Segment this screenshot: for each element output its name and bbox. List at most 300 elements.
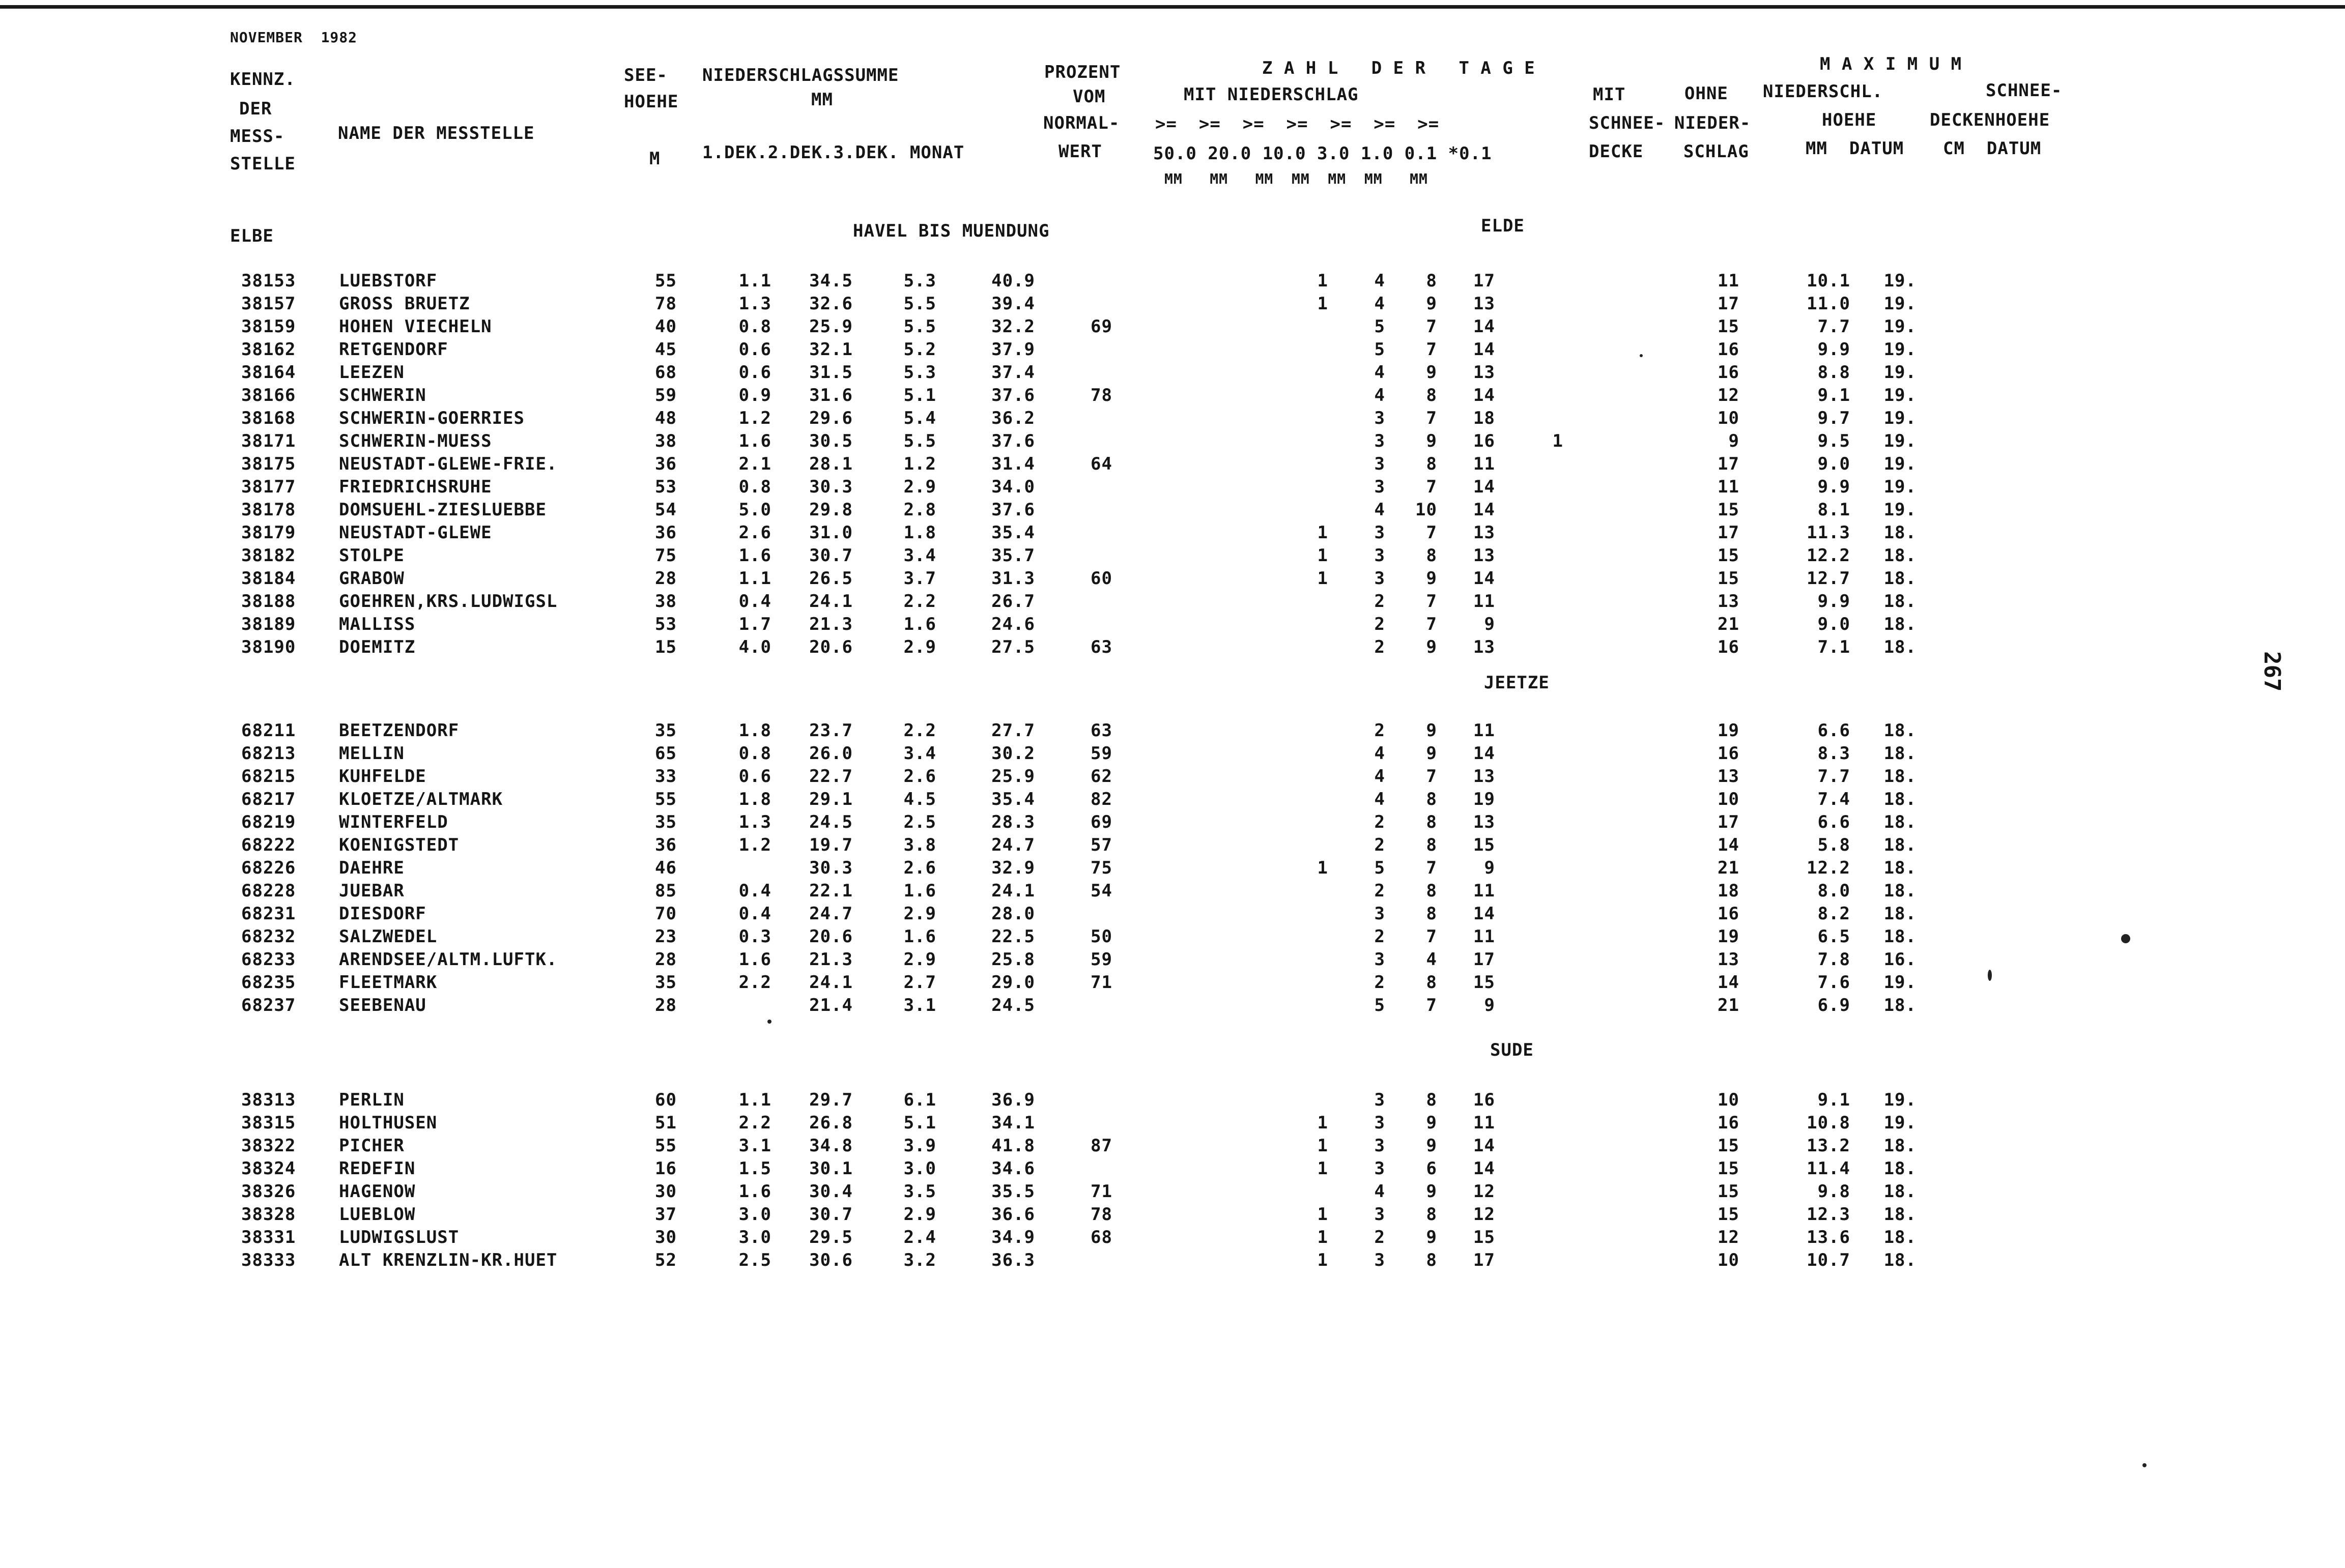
cell-d3: 5.3 xyxy=(903,362,936,383)
cell-mon: 25.9 xyxy=(991,766,1035,787)
cell-m: 36 xyxy=(655,454,677,474)
cell-ohne: 13 xyxy=(1718,949,1739,970)
cell-t1: 17 xyxy=(1473,1250,1495,1270)
cell-t3: 7 xyxy=(1426,926,1437,947)
cell-m: 36 xyxy=(655,522,677,543)
cell-ohne: 15 xyxy=(1718,500,1739,520)
cell-d3: 5.2 xyxy=(903,339,936,360)
cell-ohne: 19 xyxy=(1718,926,1739,947)
cell-m: 38 xyxy=(655,591,677,612)
cell-mm: 9.9 xyxy=(1817,339,1850,360)
cell-t1: 14 xyxy=(1473,1158,1495,1179)
cell-t3: 9 xyxy=(1426,294,1437,314)
cell-dat: 18. xyxy=(1883,591,1917,612)
cell-t10: 3 xyxy=(1374,545,1385,566)
cell-id: 38171 xyxy=(241,431,296,451)
cell-t3: 7 xyxy=(1426,995,1437,1015)
cell-d2: 29.6 xyxy=(809,408,853,428)
cell-ohne: 17 xyxy=(1718,454,1739,474)
cell-t10: 5 xyxy=(1374,995,1385,1015)
cell-m: 35 xyxy=(655,812,677,832)
cell-t3: 10 xyxy=(1415,500,1437,520)
cell-m: 60 xyxy=(655,1090,677,1110)
cell-name: NEUSTADT-GLEWE xyxy=(339,522,492,543)
cell-ohne: 16 xyxy=(1718,743,1739,764)
cell-d2: 31.6 xyxy=(809,385,853,405)
cell-id: 38328 xyxy=(241,1204,296,1225)
cell-t10: 3 xyxy=(1374,904,1385,924)
cell-t10: 2 xyxy=(1374,614,1385,634)
cell-d1: 0.9 xyxy=(738,385,771,405)
cell-id: 38168 xyxy=(241,408,296,428)
cell-d2: 24.1 xyxy=(809,591,853,612)
cell-t1: 18 xyxy=(1473,408,1495,428)
cell-t10: 2 xyxy=(1374,835,1385,855)
cell-d3: 3.5 xyxy=(903,1181,936,1202)
cell-name: NEUSTADT-GLEWE-FRIE. xyxy=(339,454,558,474)
cell-pct: 54 xyxy=(1091,881,1112,901)
cell-name: JUEBAR xyxy=(339,881,405,901)
cell-dat: 19. xyxy=(1883,500,1917,520)
cell-d2: 29.8 xyxy=(809,500,853,520)
cell-t3: 6 xyxy=(1426,1158,1437,1179)
cell-t10: 4 xyxy=(1374,385,1385,405)
header-kennz-3: MESS- xyxy=(230,126,285,147)
cell-mon: 35.5 xyxy=(991,1181,1035,1202)
cell-d2: 19.7 xyxy=(809,835,853,855)
section-title-havel: HAVEL BIS MUENDUNG xyxy=(853,221,1050,241)
cell-t3: 7 xyxy=(1426,591,1437,612)
cell-mon: 34.6 xyxy=(991,1158,1035,1179)
cell-pct: 71 xyxy=(1091,1181,1112,1202)
scan-speck xyxy=(1988,970,1992,981)
cell-name: WINTERFELD xyxy=(339,812,448,832)
cell-mon: 31.3 xyxy=(991,568,1035,589)
cell-m: 52 xyxy=(655,1250,677,1270)
header-maxn-3: MM DATUM xyxy=(1806,138,1904,159)
cell-t1: 11 xyxy=(1473,926,1495,947)
cell-mm: 8.3 xyxy=(1817,743,1850,764)
cell-ohne: 15 xyxy=(1718,545,1739,566)
header-mit-1: MIT xyxy=(1593,84,1626,105)
cell-m: 38 xyxy=(655,431,677,451)
cell-mm: 11.0 xyxy=(1807,294,1850,314)
cell-d2: 24.1 xyxy=(809,972,853,993)
cell-id: 38162 xyxy=(241,339,296,360)
cell-mon: 26.7 xyxy=(991,591,1035,612)
cell-mon: 40.9 xyxy=(991,271,1035,291)
cell-ohne: 12 xyxy=(1718,1227,1739,1247)
cell-m: 28 xyxy=(655,949,677,970)
cell-mm: 11.4 xyxy=(1807,1158,1850,1179)
cell-t3: 9 xyxy=(1426,637,1437,657)
cell-mon: 37.6 xyxy=(991,500,1035,520)
cell-t10: 5 xyxy=(1374,339,1385,360)
cell-m: 55 xyxy=(655,1136,677,1156)
scan-speck xyxy=(767,1020,771,1024)
report-month: NOVEMBER 1982 xyxy=(230,29,358,46)
cell-id: 68231 xyxy=(241,904,296,924)
cell-t3: 9 xyxy=(1426,1181,1437,1202)
cell-mm: 13.6 xyxy=(1807,1227,1850,1247)
cell-mon: 29.0 xyxy=(991,972,1035,993)
cell-id: 38190 xyxy=(241,637,296,657)
cell-t10: 4 xyxy=(1374,500,1385,520)
cell-name: FLEETMARK xyxy=(339,972,438,993)
cell-t3: 7 xyxy=(1426,316,1437,337)
cell-pct: 75 xyxy=(1091,858,1112,878)
header-maxs-2: DECKENHOEHE xyxy=(1930,110,2050,130)
cell-name: DOEMITZ xyxy=(339,637,416,657)
cell-d2: 24.7 xyxy=(809,904,853,924)
cell-t1: 11 xyxy=(1473,881,1495,901)
cell-d3: 2.4 xyxy=(903,1227,936,1247)
cell-dat: 19. xyxy=(1883,339,1917,360)
scan-speck xyxy=(2121,934,2130,943)
cell-m: 37 xyxy=(655,1204,677,1225)
cell-t10: 3 xyxy=(1374,1204,1385,1225)
cell-mm: 12.3 xyxy=(1807,1204,1850,1225)
cell-t1: 11 xyxy=(1473,591,1495,612)
cell-id: 38313 xyxy=(241,1090,296,1110)
cell-ohne: 16 xyxy=(1718,637,1739,657)
cell-d2: 32.1 xyxy=(809,339,853,360)
cell-dat: 18. xyxy=(1883,720,1917,741)
cell-id: 38324 xyxy=(241,1158,296,1179)
cell-d2: 30.5 xyxy=(809,431,853,451)
cell-ohne: 15 xyxy=(1718,1204,1739,1225)
cell-mon: 32.2 xyxy=(991,316,1035,337)
cell-mon: 25.8 xyxy=(991,949,1035,970)
cell-t3: 7 xyxy=(1426,858,1437,878)
cell-d1: 1.2 xyxy=(738,408,771,428)
cell-d3: 5.3 xyxy=(903,271,936,291)
cell-t3: 7 xyxy=(1426,408,1437,428)
cell-t3: 9 xyxy=(1426,1113,1437,1133)
cell-id: 68219 xyxy=(241,812,296,832)
cell-d1: 3.1 xyxy=(738,1136,771,1156)
cell-t1: 14 xyxy=(1473,316,1495,337)
cell-m: 70 xyxy=(655,904,677,924)
river-label: ELBE xyxy=(230,226,274,246)
cell-dat: 18. xyxy=(1883,789,1917,809)
cell-name: KUHFELDE xyxy=(339,766,426,787)
cell-name: REDEFIN xyxy=(339,1158,416,1179)
cell-d3: 1.8 xyxy=(903,522,936,543)
cell-ohne: 10 xyxy=(1718,408,1739,428)
cell-t1: 13 xyxy=(1473,294,1495,314)
cell-pct: 64 xyxy=(1091,454,1112,474)
cell-d1: 0.6 xyxy=(738,766,771,787)
cell-ohne: 12 xyxy=(1718,385,1739,405)
header-dekaden: 1.DEK.2.DEK.3.DEK. MONAT xyxy=(702,142,965,163)
cell-name: BEETZENDORF xyxy=(339,720,460,741)
cell-mm: 8.2 xyxy=(1817,904,1850,924)
cell-mon: 39.4 xyxy=(991,294,1035,314)
cell-m: 28 xyxy=(655,995,677,1015)
cell-t1: 16 xyxy=(1473,1090,1495,1110)
cell-ohne: 21 xyxy=(1718,858,1739,878)
cell-ohne: 21 xyxy=(1718,995,1739,1015)
cell-id: 38184 xyxy=(241,568,296,589)
cell-mm: 13.2 xyxy=(1807,1136,1850,1156)
cell-dat: 18. xyxy=(1883,858,1917,878)
cell-ohne: 10 xyxy=(1718,1250,1739,1270)
cell-t3: 8 xyxy=(1426,454,1437,474)
cell-name: RETGENDORF xyxy=(339,339,448,360)
cell-dat: 18. xyxy=(1883,926,1917,947)
cell-mm: 11.3 xyxy=(1807,522,1850,543)
cell-m: 55 xyxy=(655,789,677,809)
cell-id: 38175 xyxy=(241,454,296,474)
cell-ohne: 13 xyxy=(1718,591,1739,612)
cell-ohne: 16 xyxy=(1718,1113,1739,1133)
cell-d3: 2.6 xyxy=(903,858,936,878)
cell-name: STOLPE xyxy=(339,545,405,566)
cell-d2: 20.6 xyxy=(809,926,853,947)
header-maxs-3: CM DATUM xyxy=(1943,138,2042,159)
cell-t3: 8 xyxy=(1426,1204,1437,1225)
cell-ohne: 19 xyxy=(1718,720,1739,741)
cell-ohne: 11 xyxy=(1718,477,1739,497)
cell-id: 38326 xyxy=(241,1181,296,1202)
cell-m: 65 xyxy=(655,743,677,764)
cell-name: KOENIGSTEDT xyxy=(339,835,460,855)
cell-t10: 3 xyxy=(1374,431,1385,451)
cell-name: DAEHRE xyxy=(339,858,405,878)
scan-speck xyxy=(1640,354,1643,357)
cell-t3: 9 xyxy=(1426,568,1437,589)
cell-mm: 7.6 xyxy=(1817,972,1850,993)
cell-t1: 14 xyxy=(1473,385,1495,405)
cell-mon: 37.9 xyxy=(991,339,1035,360)
cell-id: 38188 xyxy=(241,591,296,612)
cell-d3: 6.1 xyxy=(903,1090,936,1110)
cell-t10: 3 xyxy=(1374,949,1385,970)
cell-name: MALLISS xyxy=(339,614,416,634)
cell-mm: 9.1 xyxy=(1817,1090,1850,1110)
cell-d1: 1.1 xyxy=(738,271,771,291)
cell-d3: 2.9 xyxy=(903,1204,936,1225)
cell-m: 36 xyxy=(655,835,677,855)
header-maxn-2: HOEHE xyxy=(1822,110,1877,130)
header-kennz-1: KENNZ. xyxy=(230,69,296,90)
cell-name: FRIEDRICHSRUHE xyxy=(339,477,492,497)
cell-mm: 10.1 xyxy=(1807,271,1850,291)
cell-t1: 14 xyxy=(1473,477,1495,497)
cell-id: 68213 xyxy=(241,743,296,764)
cell-t20: 1 xyxy=(1317,545,1328,566)
header-name-label: NAME DER MESSTELLE xyxy=(338,123,535,143)
cell-mon: 37.4 xyxy=(991,362,1035,383)
scan-speck xyxy=(2142,1463,2147,1467)
cell-mm: 6.6 xyxy=(1817,720,1850,741)
cell-dat: 19. xyxy=(1883,972,1917,993)
cell-m: 85 xyxy=(655,881,677,901)
cell-d3: 1.6 xyxy=(903,881,936,901)
cell-m: 23 xyxy=(655,926,677,947)
cell-pct: 60 xyxy=(1091,568,1112,589)
header-maximum: M A X I M U M xyxy=(1820,54,1962,74)
cell-dat: 18. xyxy=(1883,545,1917,566)
cell-dat: 18. xyxy=(1883,1181,1917,1202)
cell-t1: 14 xyxy=(1473,568,1495,589)
cell-dat: 18. xyxy=(1883,835,1917,855)
cell-dat: 19. xyxy=(1883,431,1917,451)
cell-id: 38315 xyxy=(241,1113,296,1133)
cell-d2: 24.5 xyxy=(809,812,853,832)
cell-name: LUEBLOW xyxy=(339,1204,416,1225)
cell-t20: 1 xyxy=(1317,1113,1328,1133)
cell-mon: 35.4 xyxy=(991,789,1035,809)
cell-id: 68232 xyxy=(241,926,296,947)
cell-d2: 29.7 xyxy=(809,1090,853,1110)
cell-id: 68228 xyxy=(241,881,296,901)
cell-d2: 32.6 xyxy=(809,294,853,314)
cell-t1: 13 xyxy=(1473,637,1495,657)
cell-d2: 22.1 xyxy=(809,881,853,901)
cell-ohne: 9 xyxy=(1728,431,1739,451)
section-subtitle-jeetze: JEETZE xyxy=(1484,673,1550,693)
cell-ohne: 17 xyxy=(1718,522,1739,543)
cell-m: 48 xyxy=(655,408,677,428)
cell-ohne: 16 xyxy=(1718,339,1739,360)
cell-d3: 3.7 xyxy=(903,568,936,589)
cell-dat: 18. xyxy=(1883,881,1917,901)
cell-d3: 3.9 xyxy=(903,1136,936,1156)
header-prozent-2: VOM xyxy=(1073,86,1106,107)
cell-ohne: 16 xyxy=(1718,362,1739,383)
cell-t20: 1 xyxy=(1317,294,1328,314)
cell-d2: 30.6 xyxy=(809,1250,853,1270)
cell-pct: 78 xyxy=(1091,385,1112,405)
cell-t1: 16 xyxy=(1473,431,1495,451)
cell-t10: 4 xyxy=(1374,1181,1385,1202)
cell-d1: 0.4 xyxy=(738,881,771,901)
cell-d2: 29.1 xyxy=(809,789,853,809)
cell-name: SCHWERIN-GOERRIES xyxy=(339,408,525,428)
cell-pct: 62 xyxy=(1091,766,1112,787)
cell-ohne: 10 xyxy=(1718,1090,1739,1110)
cell-name: HOHEN VIECHELN xyxy=(339,316,492,337)
cell-t3: 7 xyxy=(1426,614,1437,634)
cell-mon: 36.6 xyxy=(991,1204,1035,1225)
cell-d1: 0.6 xyxy=(738,362,771,383)
cell-d3: 2.9 xyxy=(903,477,936,497)
cell-dat: 18. xyxy=(1883,812,1917,832)
header-threshold-ops: >= >= >= >= >= >= >= xyxy=(1155,114,1440,134)
cell-dat: 19. xyxy=(1883,477,1917,497)
cell-dat: 16. xyxy=(1883,949,1917,970)
cell-mm: 8.8 xyxy=(1817,362,1850,383)
cell-t3: 8 xyxy=(1426,881,1437,901)
cell-id: 68226 xyxy=(241,858,296,878)
cell-t10: 3 xyxy=(1374,1158,1385,1179)
cell-d2: 21.3 xyxy=(809,949,853,970)
cell-d2: 21.3 xyxy=(809,614,853,634)
cell-d3: 5.5 xyxy=(903,316,936,337)
cell-m: 35 xyxy=(655,972,677,993)
cell-mon: 36.3 xyxy=(991,1250,1035,1270)
cell-id: 38189 xyxy=(241,614,296,634)
cell-t1: 15 xyxy=(1473,835,1495,855)
cell-mm: 10.7 xyxy=(1807,1250,1850,1270)
cell-t10: 3 xyxy=(1374,408,1385,428)
cell-t1: 14 xyxy=(1473,743,1495,764)
cell-t3: 7 xyxy=(1426,766,1437,787)
cell-m: 78 xyxy=(655,294,677,314)
cell-t1: 17 xyxy=(1473,271,1495,291)
cell-t1: 9 xyxy=(1484,995,1495,1015)
cell-pct: 68 xyxy=(1091,1227,1112,1247)
cell-id: 38178 xyxy=(241,500,296,520)
cell-d1: 1.3 xyxy=(738,812,771,832)
cell-mm: 10.8 xyxy=(1807,1113,1850,1133)
cell-dat: 19. xyxy=(1883,454,1917,474)
cell-dat: 18. xyxy=(1883,904,1917,924)
cell-mon: 28.3 xyxy=(991,812,1035,832)
cell-mm: 7.7 xyxy=(1817,316,1850,337)
cell-t20: 1 xyxy=(1317,1136,1328,1156)
cell-mon: 34.0 xyxy=(991,477,1035,497)
cell-mon: 37.6 xyxy=(991,385,1035,405)
cell-d1: 1.6 xyxy=(738,431,771,451)
section-subtitle-elde: ELDE xyxy=(1481,216,1525,236)
cell-m: 54 xyxy=(655,500,677,520)
cell-pct: 69 xyxy=(1091,316,1112,337)
cell-d1: 1.5 xyxy=(738,1158,771,1179)
cell-m: 68 xyxy=(655,362,677,383)
cell-t3: 8 xyxy=(1426,835,1437,855)
cell-name: DOMSUEHL-ZIESLUEBBE xyxy=(339,500,547,520)
cell-id: 38182 xyxy=(241,545,296,566)
cell-mon: 24.5 xyxy=(991,995,1035,1015)
cell-mm: 8.0 xyxy=(1817,881,1850,901)
header-ohne-2: NIEDER- xyxy=(1674,113,1751,133)
cell-m: 53 xyxy=(655,477,677,497)
cell-d3: 2.5 xyxy=(903,812,936,832)
cell-t3: 9 xyxy=(1426,1136,1437,1156)
cell-dat: 18. xyxy=(1883,743,1917,764)
cell-d2: 30.1 xyxy=(809,1158,853,1179)
cell-mon: 28.0 xyxy=(991,904,1035,924)
cell-d1: 1.8 xyxy=(738,789,771,809)
cell-t20: 1 xyxy=(1317,1250,1328,1270)
cell-dat: 19. xyxy=(1883,362,1917,383)
cell-t10: 2 xyxy=(1374,637,1385,657)
cell-ohne: 16 xyxy=(1718,904,1739,924)
header-see-2: HOEHE xyxy=(624,92,679,112)
cell-t3: 7 xyxy=(1426,522,1437,543)
cell-name: LUEBSTORF xyxy=(339,271,438,291)
cell-m: 51 xyxy=(655,1113,677,1133)
cell-t10: 4 xyxy=(1374,743,1385,764)
cell-d2: 22.7 xyxy=(809,766,853,787)
cell-t1: 9 xyxy=(1484,858,1495,878)
cell-mm: 7.4 xyxy=(1817,789,1850,809)
cell-t20: 1 xyxy=(1317,568,1328,589)
cell-t3: 7 xyxy=(1426,339,1437,360)
cell-t10: 2 xyxy=(1374,972,1385,993)
cell-d3: 5.5 xyxy=(903,431,936,451)
cell-id: 38166 xyxy=(241,385,296,405)
cell-t10: 3 xyxy=(1374,1090,1385,1110)
cell-t3: 8 xyxy=(1426,789,1437,809)
cell-t1: 9 xyxy=(1484,614,1495,634)
cell-d2: 26.8 xyxy=(809,1113,853,1133)
cell-t1: 15 xyxy=(1473,1227,1495,1247)
cell-m: 33 xyxy=(655,766,677,787)
